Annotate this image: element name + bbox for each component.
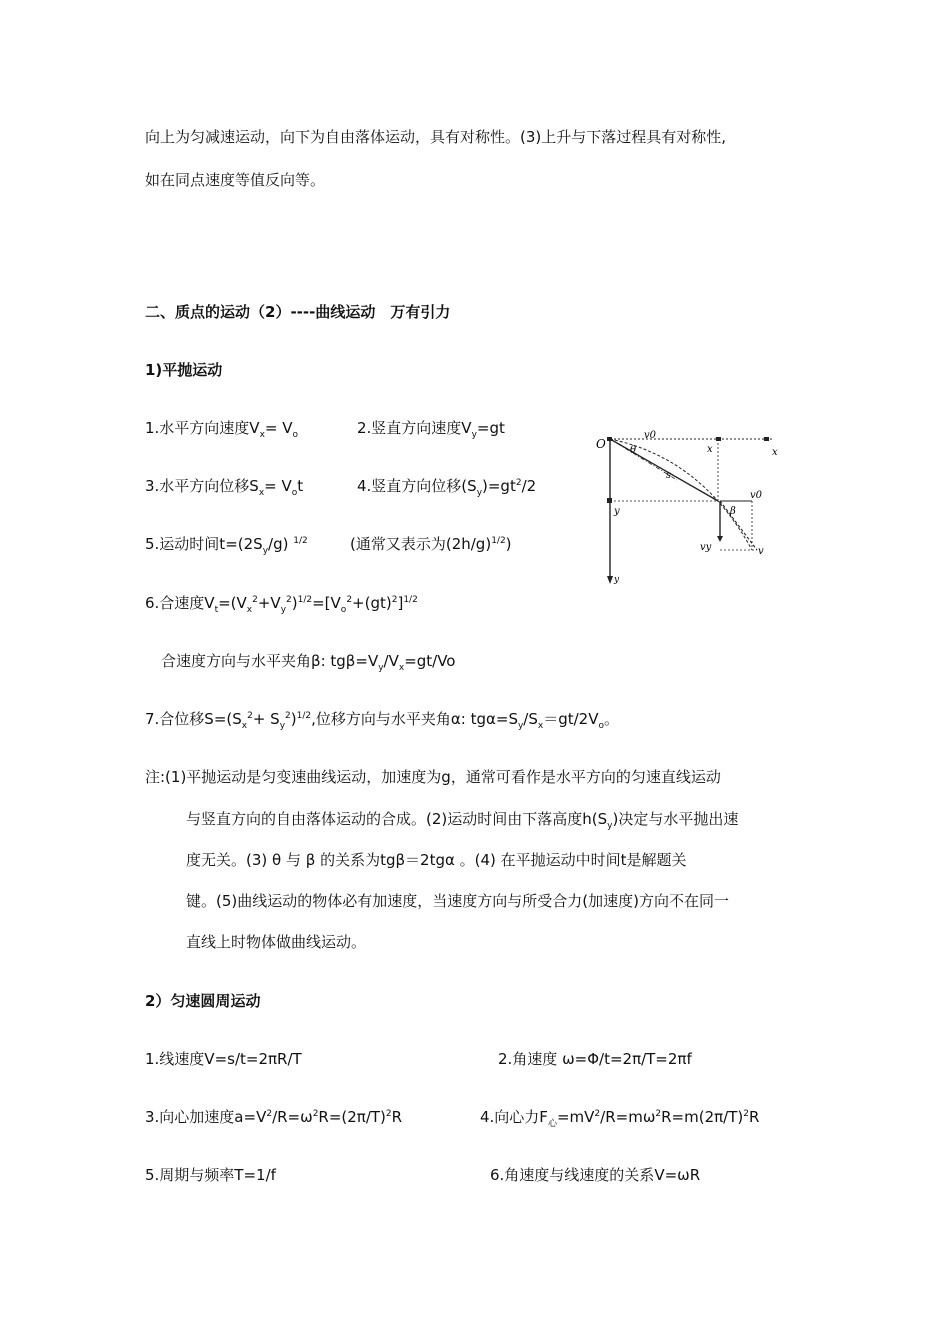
formula-6-direction: 合速度方向与水平夹角β: $tg\beta=V_y/V_x=gt/Vo$ xyxy=(161,652,456,673)
formula-2: 2.竖直方向速度$V_y=gt$ xyxy=(357,419,505,440)
circular-formula-6: 6.角速度与线速度的关系V=ωR xyxy=(490,1166,701,1184)
label-y-axis: y xyxy=(614,575,620,585)
circular-formula-2: 2.角速度 ω=Φ/t=2π/T=2πf xyxy=(498,1050,692,1068)
note-line-3: 度无关。(3) θ 与 β 的关系为tgβ＝2tgα 。(4) 在平抛运动中时间t是解题关 xyxy=(186,851,687,869)
label-theta: θ xyxy=(630,445,637,456)
tick-x-mark xyxy=(716,437,721,441)
label-v0-top: v0 xyxy=(644,430,657,441)
tick-y-mark xyxy=(607,498,612,503)
label-x-axis: x xyxy=(772,447,778,458)
projectile-diagram xyxy=(592,428,792,588)
intro-line-1: 向上为匀减速运动，向下为自由落体运动，具有对称性。(3)上升与下落过程具有对称性, xyxy=(145,128,727,146)
vy-arrow xyxy=(717,536,723,542)
formula-5: 5.运动时间$t=(2S_y/g)$ $^{1/2}$ xyxy=(145,535,308,556)
label-v0-right: v0 xyxy=(750,490,763,501)
note-line-5: 直线上时物体做曲线运动。 xyxy=(186,933,367,951)
note-line-1: 注:(1)平抛运动是匀变速曲线运动，加速度为g，通常可看作是水平方向的匀速直线运动 xyxy=(145,768,721,786)
circular-formula-1: 1.线速度V=s/t=2πR/T xyxy=(145,1050,302,1068)
formula-6: 6.合速度$V_t=(V_x^2+V_y^2)^{1/2}=[V_o^2+(gt)^2]^{1/2}$ xyxy=(145,594,418,615)
note-line-2: 与竖直方向的自由落体运动的合成。(2)运动时间由下落高度$h(S_y)$决定与水平抛出速 xyxy=(186,810,739,831)
formula-1: 1.水平方向速度$V_x= V_o$ xyxy=(145,419,299,440)
label-x-mark: x xyxy=(707,444,713,455)
label-v: v xyxy=(758,546,764,557)
label-s: s xyxy=(666,470,672,481)
formula-7: 7.合位移$S=(S_x^2+ S_y^2)^{1/2}$,位移方向与水平夹角α: $tg\alpha=S_y/S_x=gt/2V_o$。 xyxy=(145,710,619,731)
x-axis-mark xyxy=(764,437,769,441)
v-vector xyxy=(720,501,757,550)
displacement-line xyxy=(610,439,718,501)
circular-formula-3: 3.向心加速度$a=V^2/R=\omega^2R=(2\pi/T)^2R$ xyxy=(145,1108,403,1126)
section-title: 二、质点的运动（2）----曲线运动 万有引力 xyxy=(145,303,451,321)
formula-3: 3.水平方向位移$S_x= V_ot$ xyxy=(145,477,304,498)
label-vy: vy xyxy=(700,542,712,553)
label-beta: β xyxy=(730,506,736,517)
projectile-heading: 1)平抛运动 xyxy=(145,361,223,379)
formula-5-alt: (通常又表示为$(2h/g)^{1/2}$) xyxy=(350,535,512,553)
y-axis-arrow xyxy=(607,576,613,584)
formula-4: 4.竖直方向位移$(S_y)=gt^2/2$ xyxy=(357,477,537,498)
label-y-mark: y xyxy=(614,506,620,517)
note-line-4: 键。(5)曲线运动的物体必有加速度，当速度方向与所受合力(加速度)方向不在同一 xyxy=(186,892,729,910)
circular-formula-5: 5.周期与频率T=1/f xyxy=(145,1166,276,1184)
label-origin: O xyxy=(596,437,606,451)
circular-formula-4: 4.向心力$F_心=mV^2/R=m\omega^2R=m(2\pi/T)^2R$ xyxy=(480,1108,760,1129)
intro-line-2: 如在同点速度等值反向等。 xyxy=(145,171,326,189)
circular-heading: 2）匀速圆周运动 xyxy=(145,992,261,1010)
